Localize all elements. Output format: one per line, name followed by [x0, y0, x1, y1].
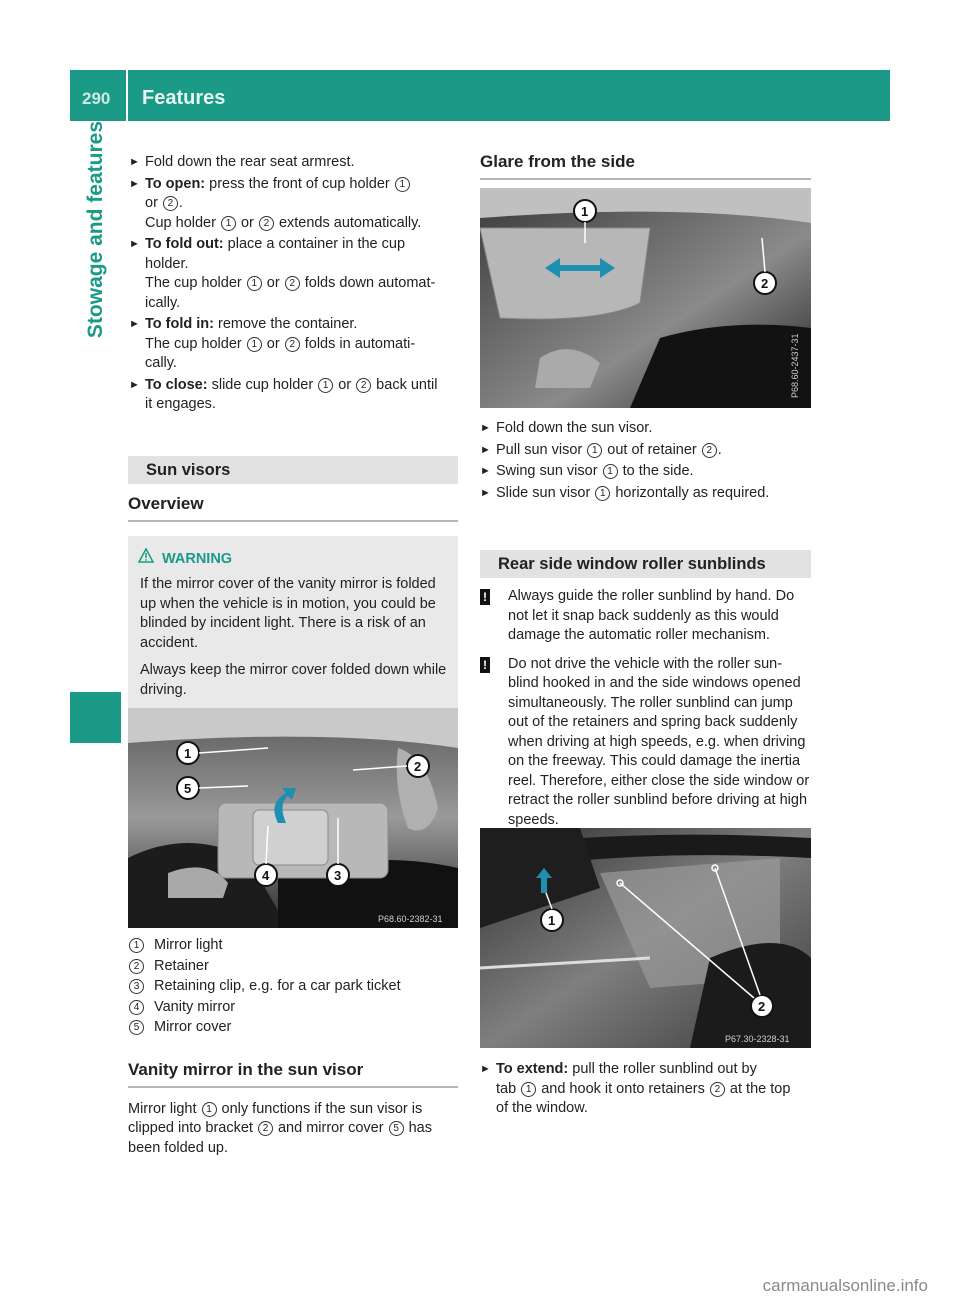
step-text: Pull sun visor 1 out of retainer 2 .	[496, 441, 722, 458]
legend-number: 1	[128, 936, 154, 956]
step-text: Swing sun visor 1 to the side.	[496, 463, 694, 479]
extend-text: pull the roller sunblind out by tab 1 and hook it onto retainers 2 at the top of the window.	[496, 1061, 791, 1116]
roller-note-1	[480, 587, 811, 646]
photo-code-1: P68.60-2382-31	[378, 914, 443, 924]
svg-text:3: 3	[334, 868, 342, 883]
photo-code-2: P68.60-2437-31	[790, 333, 800, 398]
legend-item	[128, 998, 458, 1018]
roller-note-2-text: Do not drive the vehicle with the roller sun-blind hooked in and the side windows opened simultaneously. The roller sunblind can jump out of the retainers and spring back suddenly when driving at high speeds, e.g. when driving on the freeway. This could damage the inertia reel. Therefore, either close the side window or retract the roller sunblind before driving at high speeds.	[508, 655, 810, 828]
step-arrow-icon: ►	[129, 177, 140, 190]
svg-text:2: 2	[761, 276, 769, 291]
step-label: To open:	[145, 175, 206, 192]
step-text: slide cup holder 1 or 2 back until it engages.	[145, 376, 438, 412]
cup-holder-step	[129, 175, 459, 234]
page-number: 290	[82, 89, 111, 108]
legend-text: Retainer	[154, 957, 209, 974]
step-arrow-icon: ►	[129, 378, 140, 391]
vanity-text: Mirror light 1 only functions if the sun visor is clipped into bracket 2 and mirror cover 5 has been folded up.	[128, 1100, 433, 1156]
overview-heading: Overview	[128, 494, 458, 522]
roller-note-1-text: Always guide the roller sunblind by hand. Do not let it snap back suddenly as this would damage the automatic roller mechanism.	[508, 588, 795, 643]
section-heading-roller: Rear side window roller sunblinds	[480, 550, 811, 578]
cup-holder-step	[129, 235, 459, 313]
legend-number: 3	[128, 977, 154, 997]
step-arrow-icon: ►	[480, 422, 491, 434]
header-divider	[126, 70, 128, 121]
step-arrow-icon: ►	[129, 238, 140, 250]
glare-step	[480, 441, 811, 461]
roller-section	[480, 550, 811, 839]
glare-step	[480, 419, 811, 439]
notice-icon: !	[480, 589, 490, 605]
step-label: To fold out:	[145, 236, 224, 252]
legend	[128, 936, 458, 1038]
step-arrow-icon: ►	[480, 486, 491, 499]
step-text: Slide sun visor 1 horizontally as required.	[496, 484, 770, 501]
step-text: place a container in the cup holder. The cup holder 1 or 2 folds down automat- ically.	[145, 236, 436, 311]
photo-code-3: P67.30-2328-31	[725, 1034, 790, 1044]
svg-text:5: 5	[184, 781, 192, 796]
legend-item	[128, 977, 458, 997]
glare-step	[480, 484, 811, 504]
step-text: remove the container. The cup holder 1 or 2 folds in automati- cally.	[145, 316, 416, 371]
sun-visor-overview-photo	[128, 708, 458, 928]
glare-steps	[480, 419, 811, 505]
step-arrow-icon: ►	[480, 1063, 491, 1075]
svg-text:4: 4	[262, 868, 270, 883]
watermark: carmanualsonline.info	[762, 1276, 928, 1295]
legend-number: 5	[128, 1018, 154, 1038]
legend-item	[128, 936, 458, 956]
warning-text-2: Always keep the mirror cover folded down while driving.	[140, 662, 447, 698]
svg-text:1: 1	[581, 204, 589, 219]
step-text: Fold down the sun visor.	[496, 420, 653, 436]
legend-item	[128, 1018, 458, 1038]
glare-step	[480, 462, 811, 482]
cup-holder-step	[129, 153, 459, 173]
page-title: Features	[142, 87, 226, 109]
chapter-tab	[70, 121, 121, 691]
step-text: Fold down the rear seat armrest.	[145, 154, 355, 170]
extend-instruction	[480, 1060, 811, 1119]
legend-list	[128, 936, 458, 1039]
warning-triangle-icon	[138, 548, 154, 570]
chapter-tab-marker	[70, 692, 121, 743]
glare-heading: Glare from the side	[480, 152, 811, 180]
step-label: To close:	[145, 376, 208, 393]
svg-text:2: 2	[758, 999, 766, 1014]
step-arrow-icon: ►	[129, 318, 140, 330]
cup-holder-step	[129, 315, 459, 374]
notice-icon: !	[480, 657, 490, 673]
chapter-tab-label: Stowage and features	[84, 121, 107, 339]
extend-step	[480, 1060, 811, 1121]
legend-text: Mirror cover	[154, 1019, 232, 1035]
vanity-heading: Vanity mirror in the sun visor	[128, 1060, 458, 1088]
svg-text:1: 1	[184, 746, 192, 761]
cup-holder-step	[129, 376, 459, 415]
section-heading-sun-visors: Sun visors	[128, 456, 458, 484]
sun-visors-section	[128, 456, 458, 718]
legend-item	[128, 957, 458, 977]
extend-label: To extend:	[496, 1061, 569, 1077]
legend-number: 2	[128, 957, 154, 977]
vanity-section	[128, 1060, 458, 1158]
left-column	[129, 153, 459, 417]
warning-label: WARNING	[162, 550, 233, 567]
step-label: To fold in:	[145, 316, 214, 332]
cup-holder-steps	[129, 153, 459, 415]
glare-step-list	[480, 419, 811, 503]
glare-section	[480, 152, 811, 180]
step-arrow-icon: ►	[129, 156, 140, 168]
svg-text:2: 2	[414, 759, 422, 774]
roller-notes	[480, 587, 811, 830]
roller-note-2	[480, 655, 811, 831]
warning-title	[138, 548, 450, 570]
step-arrow-icon: ►	[480, 465, 491, 477]
warning-text-1: If the mirror cover of the vanity mirror is folded up when the vehicle is in motion, you could be blinded by incident light. There is a risk of an accident.	[140, 576, 436, 651]
step-text: press the front of cup holder 1 or 2 . Cup holder 1 or 2 extends automatically.	[145, 175, 422, 231]
page-header	[70, 70, 890, 121]
legend-text: Retaining clip, e.g. for a car park ticket	[154, 978, 401, 994]
step-arrow-icon: ►	[480, 443, 491, 456]
svg-text:1: 1	[548, 913, 556, 928]
warning-box	[128, 536, 458, 719]
legend-text: Mirror light	[154, 937, 223, 953]
glare-photo	[480, 188, 811, 408]
legend-text: Vanity mirror	[154, 998, 236, 1015]
legend-number: 4	[128, 998, 154, 1018]
roller-sunblind-photo	[480, 828, 811, 1048]
